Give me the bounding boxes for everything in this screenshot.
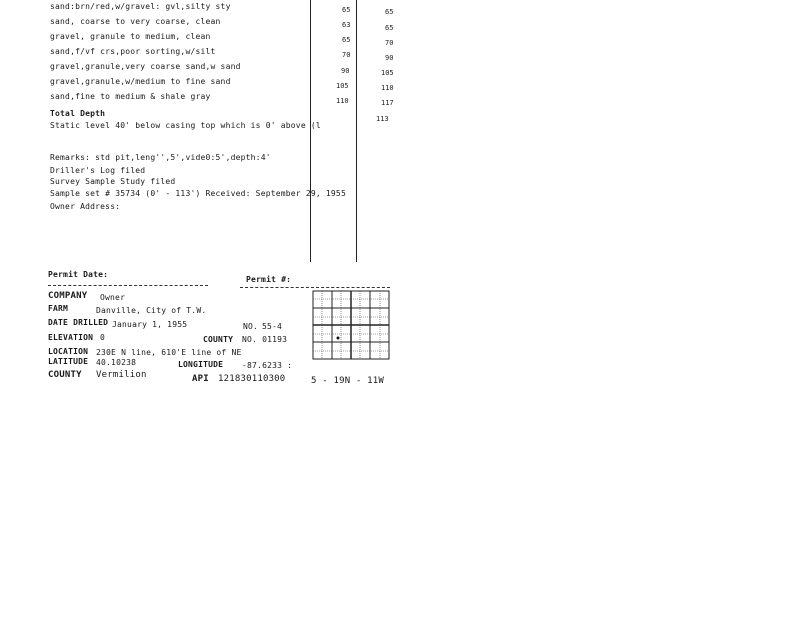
log-row-5-text: gravel,granule,very coarse sand,w sand [50, 62, 241, 71]
section-grid-drawing [312, 290, 390, 360]
log-row-3-from: 65 [342, 36, 351, 44]
permit-number-underline [240, 287, 390, 288]
date-drilled-value: January 1, 1955 [112, 320, 188, 329]
drillers-log-line: Driller's Log filed [50, 166, 146, 175]
sample-set-line: Sample set # 35734 (0' - 113') Received: September 29, 1955 [50, 189, 346, 198]
log-row-6-to: 110 [381, 84, 394, 92]
permit-date-underline [48, 285, 208, 286]
log-row-7-text: sand,fine to medium & shale gray [50, 92, 211, 101]
elevation-label: ELEVATION [48, 333, 94, 342]
owner-address-line: Owner Address: [50, 202, 121, 211]
log-row-2-from: 63 [342, 21, 351, 29]
survey-sample-line: Survey Sample Study filed [50, 177, 176, 186]
latitude-label: LATITUDE [48, 357, 89, 366]
log-row-5-to: 105 [381, 69, 394, 77]
log-row-4-text: sand,f/vf crs,poor sorting,w/silt [50, 47, 216, 56]
log-row-6-from: 105 [336, 82, 349, 90]
elevation-value: 0 [100, 333, 106, 342]
log-row-2-text: sand, coarse to very coarse, clean [50, 17, 221, 26]
permit-date-label: Permit Date: [48, 270, 109, 279]
well-no-label: NO. [243, 322, 259, 331]
remarks-line: Remarks: std pit,leng'',5',vide0:5',depth:4' [50, 153, 271, 162]
log-row-3-text: gravel, granule to medium, clean [50, 32, 211, 41]
log-row-1-text: sand:brn/red,w/gravel: gvl,silty sty [50, 2, 231, 11]
log-row-1-from: 65 [342, 6, 351, 14]
api-label: API [192, 374, 209, 384]
county-value: Vermilion [96, 370, 147, 380]
county-number-value: NO. 01193 [242, 335, 288, 344]
total-depth-value: 113 [376, 115, 389, 123]
latitude-value: 40.10238 [96, 358, 137, 367]
total-depth-label: Total Depth [50, 109, 106, 118]
longitude-label: LONGITUDE [178, 360, 224, 369]
log-row-7-from: 110 [336, 97, 349, 105]
log-row-5-from: 90 [341, 67, 350, 75]
section-location-grid [312, 290, 390, 360]
longitude-value: -87.6233 : [242, 361, 293, 370]
log-row-7-to: 117 [381, 99, 394, 107]
location-label: LOCATION [48, 347, 89, 356]
farm-value: Danville, City of T.W. [96, 306, 207, 315]
log-row-4-from: 70 [342, 51, 351, 59]
permit-number-label: Permit #: [246, 275, 292, 284]
township-range-value: 5 - 19N - 11W [311, 376, 385, 386]
column-rule-1 [310, 0, 311, 262]
company-label: COMPANY [48, 291, 88, 301]
log-row-4-to: 90 [385, 54, 394, 62]
column-rule-2 [356, 0, 357, 262]
county-label: COUNTY [48, 370, 82, 380]
farm-label: FARM [48, 304, 69, 313]
static-level-text: Static level 40' below casing top which is 0' above (l [50, 121, 321, 130]
county-number-label: COUNTY [203, 335, 234, 344]
log-row-1-to: 65 [385, 8, 394, 16]
company-value: Owner [100, 293, 126, 302]
log-row-2-to: 65 [385, 24, 394, 32]
well-no-value: 55-4 [262, 322, 283, 331]
log-row-6-text: gravel,granule,w/medium to fine sand [50, 77, 231, 86]
date-drilled-label: DATE DRILLED [48, 318, 109, 327]
api-value: 121830110300 [218, 374, 286, 384]
location-value: 230E N line, 610'E line of NE [96, 348, 242, 357]
log-row-3-to: 70 [385, 39, 394, 47]
